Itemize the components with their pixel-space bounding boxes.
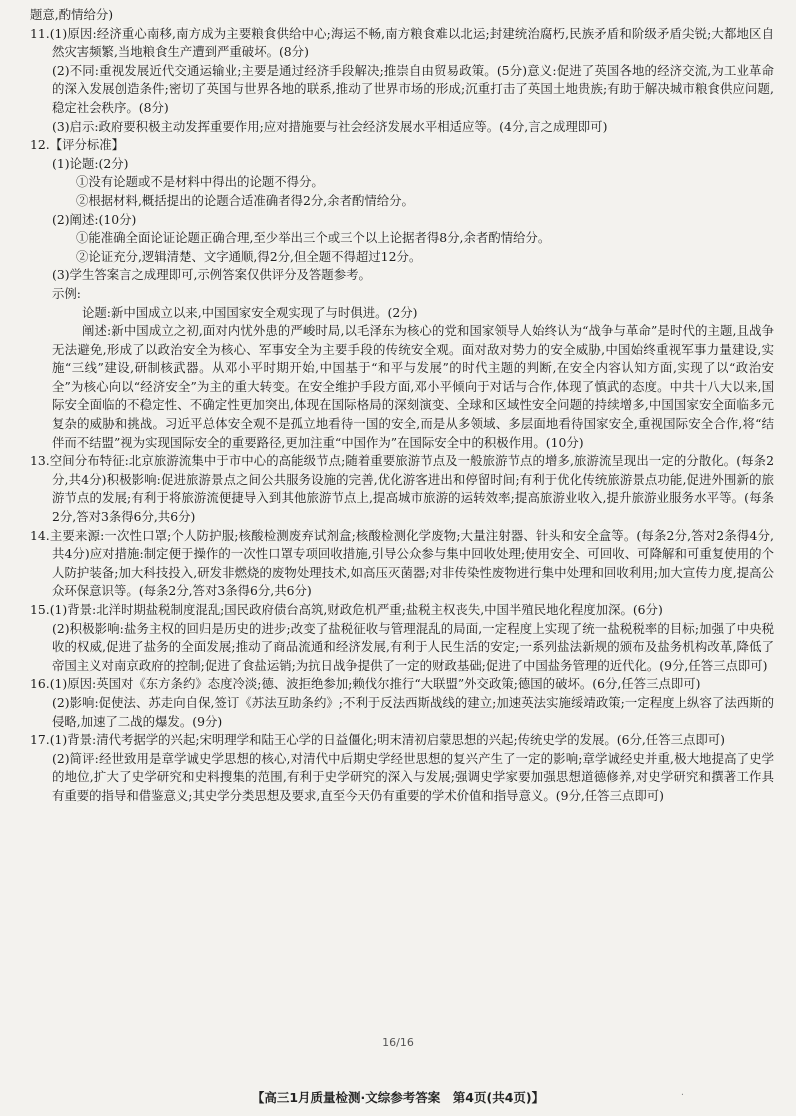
q12-topic-rule2: ②根据材料,概括提出的论题合适准确者得2分,余者酌情给分。 [76, 192, 414, 208]
question-17 [30, 731, 774, 805]
q11-part2: (2)不同:重视发展近代交通运输业;主要是通过经济手段解决;推崇自由贸易政策。(5分)意义:促进了英国各地的经济交流,为工业革命的深入发展创造条件;密切了英国与世界各地的联系,推动了世界市场的形成;沉重打击了英国土地贵族;有助于解决城市粮食供应问题,稳定社会秩序。(8分) [52, 62, 774, 115]
q11-part1: 11.(1)原因:经济重心南移,南方成为主要粮食供给中心;海运不畅,南方粮食难以北运;封建统治腐朽,民族矛盾和阶级矛盾尖锐;大都地区自然灾害频繁,当地粮食生产遭到严重破坏。(8分) [30, 25, 774, 60]
q12-example-topic: 论题:新中国成立以来,中国国家安全观实现了与时俱进。(2分) [82, 304, 418, 320]
question-16 [30, 675, 774, 731]
question-12 [30, 136, 774, 452]
q15-part2: (2)积极影响:盐务主权的回归是历史的进步;改变了盐税征收与管理混乱的局面,一定程度上实现了统一盐税税率的目标;加强了中央税收的权威,促进了盐务的全面发展;推动了商品流通和经济发展,有利于人民生活的安定;一系列盐法新规的颁布及盐务机构改革,降低了帝国主义对南京政府的控制;促进了食盐运销;为抗日战争提供了一定的财政基础;促进了中国盐务管理的近代化。(9分,任答三点即可) [52, 620, 774, 673]
question-13: 13.空间分布特征:北京旅游流集中于市中心的高能级节点;随着重要旅游节点及一般旅游节点的增多,旅游流呈现出一定的分散化。(每条2分,共4分)积极影响:促进旅游景点之间公共服务设施的完善,优化游客进出和停留时间;有利于优化传统旅游景点功能,促进外围新的旅游节点的发展;有利于将旅游流便捷导入到其他旅游节点上,提高城市旅游的运转效率;提高旅游业收入,提升旅游业服务水平等。(每条2分,答对3条得6分,共6分) [30, 453, 774, 525]
prev-question-tail: 题意,酌情给分) [30, 7, 114, 22]
q17-part1: 17.(1)背景:清代考据学的兴起;宋明理学和陆王心学的日益僵化;明末清初启蒙思想的兴起;传统史学的发展。(6分,任答三点即可) [30, 732, 725, 748]
page-footer [0, 1088, 796, 1106]
page-number: 16/16 [382, 1036, 414, 1049]
question-15 [30, 601, 774, 675]
q16-part1: 16.(1)原因:英国对《东方条约》态度冷淡;德、波拒绝参加;赖伐尔推行“大联盟”外交政策;德国的破坏。(6分,任答三点即可) [30, 676, 701, 692]
q15-part1: 15.(1)背景:北洋时期盐税制度混乱;国民政府债台高筑,财政危机严重;盐税主权丧失,中国半殖民地化程度加深。(6分) [30, 602, 663, 617]
question-11 [30, 25, 774, 137]
q12-heading: 12.【评分标准】 [30, 137, 125, 153]
question-14: 14.主要来源:一次性口罩;个人防护服;核酸检测废弃试剂盒;核酸检测化学废物;大量注射器、针头和安全盒等。(每条2分,答对2条得4分,共4分)应对措施:制定便于操作的一次性口罩专项回收措施,引导公众参与集中回收处理;使用安全、可回收、可降解和可重复使用的个人防护装备;加大科技投入,研发非燃烧的废物处理技术,如高压灭菌器;对非传染性废物进行集中处理和回收利用;加大宣传力度,提高公众环保意识等。(每条2分,答对3条得6分,共6分) [30, 527, 774, 599]
answer-key-document [30, 6, 774, 806]
q12-elaboration-rule2: ②论证充分,逻辑清楚、文字通顺,得2分,但全题不得超过12分。 [76, 248, 422, 264]
q12-example-body: 阐述:新中国成立之初,面对内忧外患的严峻时局,以毛泽东为核心的党和国家领导人始终认为“战争与革命”是时代的主题,且战争无法避免,形成了以政治安全为核心、军事安全为主要手段的传统安全观。面对敌对势力的安全威胁,中国始终重视军事力量建设,实施“三线”建设,研制核武器。从邓小平时期开始,中国基于“和平与发展”的时代主题的判断,在安全内容认知方面,实现了以“政治安全”为核心向以“经济安全”为主的重大转变。在安全维护手段方面,邓小平倾向于对话与合作,体现了慎武的态度。中共十八大以来,国际安全面临的不稳定性、不确定性更加突出,体现在国际格局的深刻演变、全球和区域性安全问题的持续增多,中国国家安全面临多元复杂的威胁和挑战。习近平总体安全观不是孤立地看待一国的安全,而是从多领域、多层面地看待国家安全,重视国际安全合作,将“结伴而不结盟”视为实现国际安全的重要路径,更加注重“中国作为”在国际安全中的积极作用。(10分) [52, 323, 774, 450]
q12-elaboration-rule1: ①能准确全面论证论题正确合理,至少举出三个或三个以上论据者得8分,余者酌情给分。 [76, 230, 551, 246]
q17-part2: (2)简评:经世致用是章学诚史学思想的核心,对清代中后期史学经世思想的复兴产生了一定的影响;章学诚经史并重,极大地提高了史学的地位,扩大了史学研究和史料搜集的范围,有利于史学研究的深入与发展;强调史学家要加强思想道德修养,对史学研究和撰著工作具有重要的指导和借鉴意义;其史学分类思想及要求,直至今天仍有重要的学术价值和指导意义。(9分,任答三点即可) [52, 750, 774, 803]
q12-elaboration: (2)阐述:(10分) [52, 211, 137, 227]
footer-text: 【高三1月质量检测·文综参考答案 第4页(共4页)】 [251, 1090, 545, 1105]
q16-part2: (2)影响:促使法、苏走向自保,签订《苏法互助条约》;不利于反法西斯战线的建立;加速英法实施绥靖政策;一定程度上纵容了法西斯的侵略,加速了二战的爆发。(9分) [52, 694, 774, 729]
footer-mark: · [680, 1090, 684, 1101]
q12-note: (3)学生答案言之成理即可,示例答案仅供评分及答题参考。 [52, 267, 371, 283]
q12-topic-rule1: ①没有论题或不是材料中得出的论题不得分。 [76, 174, 324, 190]
q12-topic: (1)论题:(2分) [52, 155, 129, 171]
q11-part3: (3)启示:政府要积极主动发挥重要作用;应对措施要与社会经济发展水平相适应等。(4分,言之成理即可) [52, 118, 608, 134]
q12-example-label: 示例: [52, 285, 81, 301]
